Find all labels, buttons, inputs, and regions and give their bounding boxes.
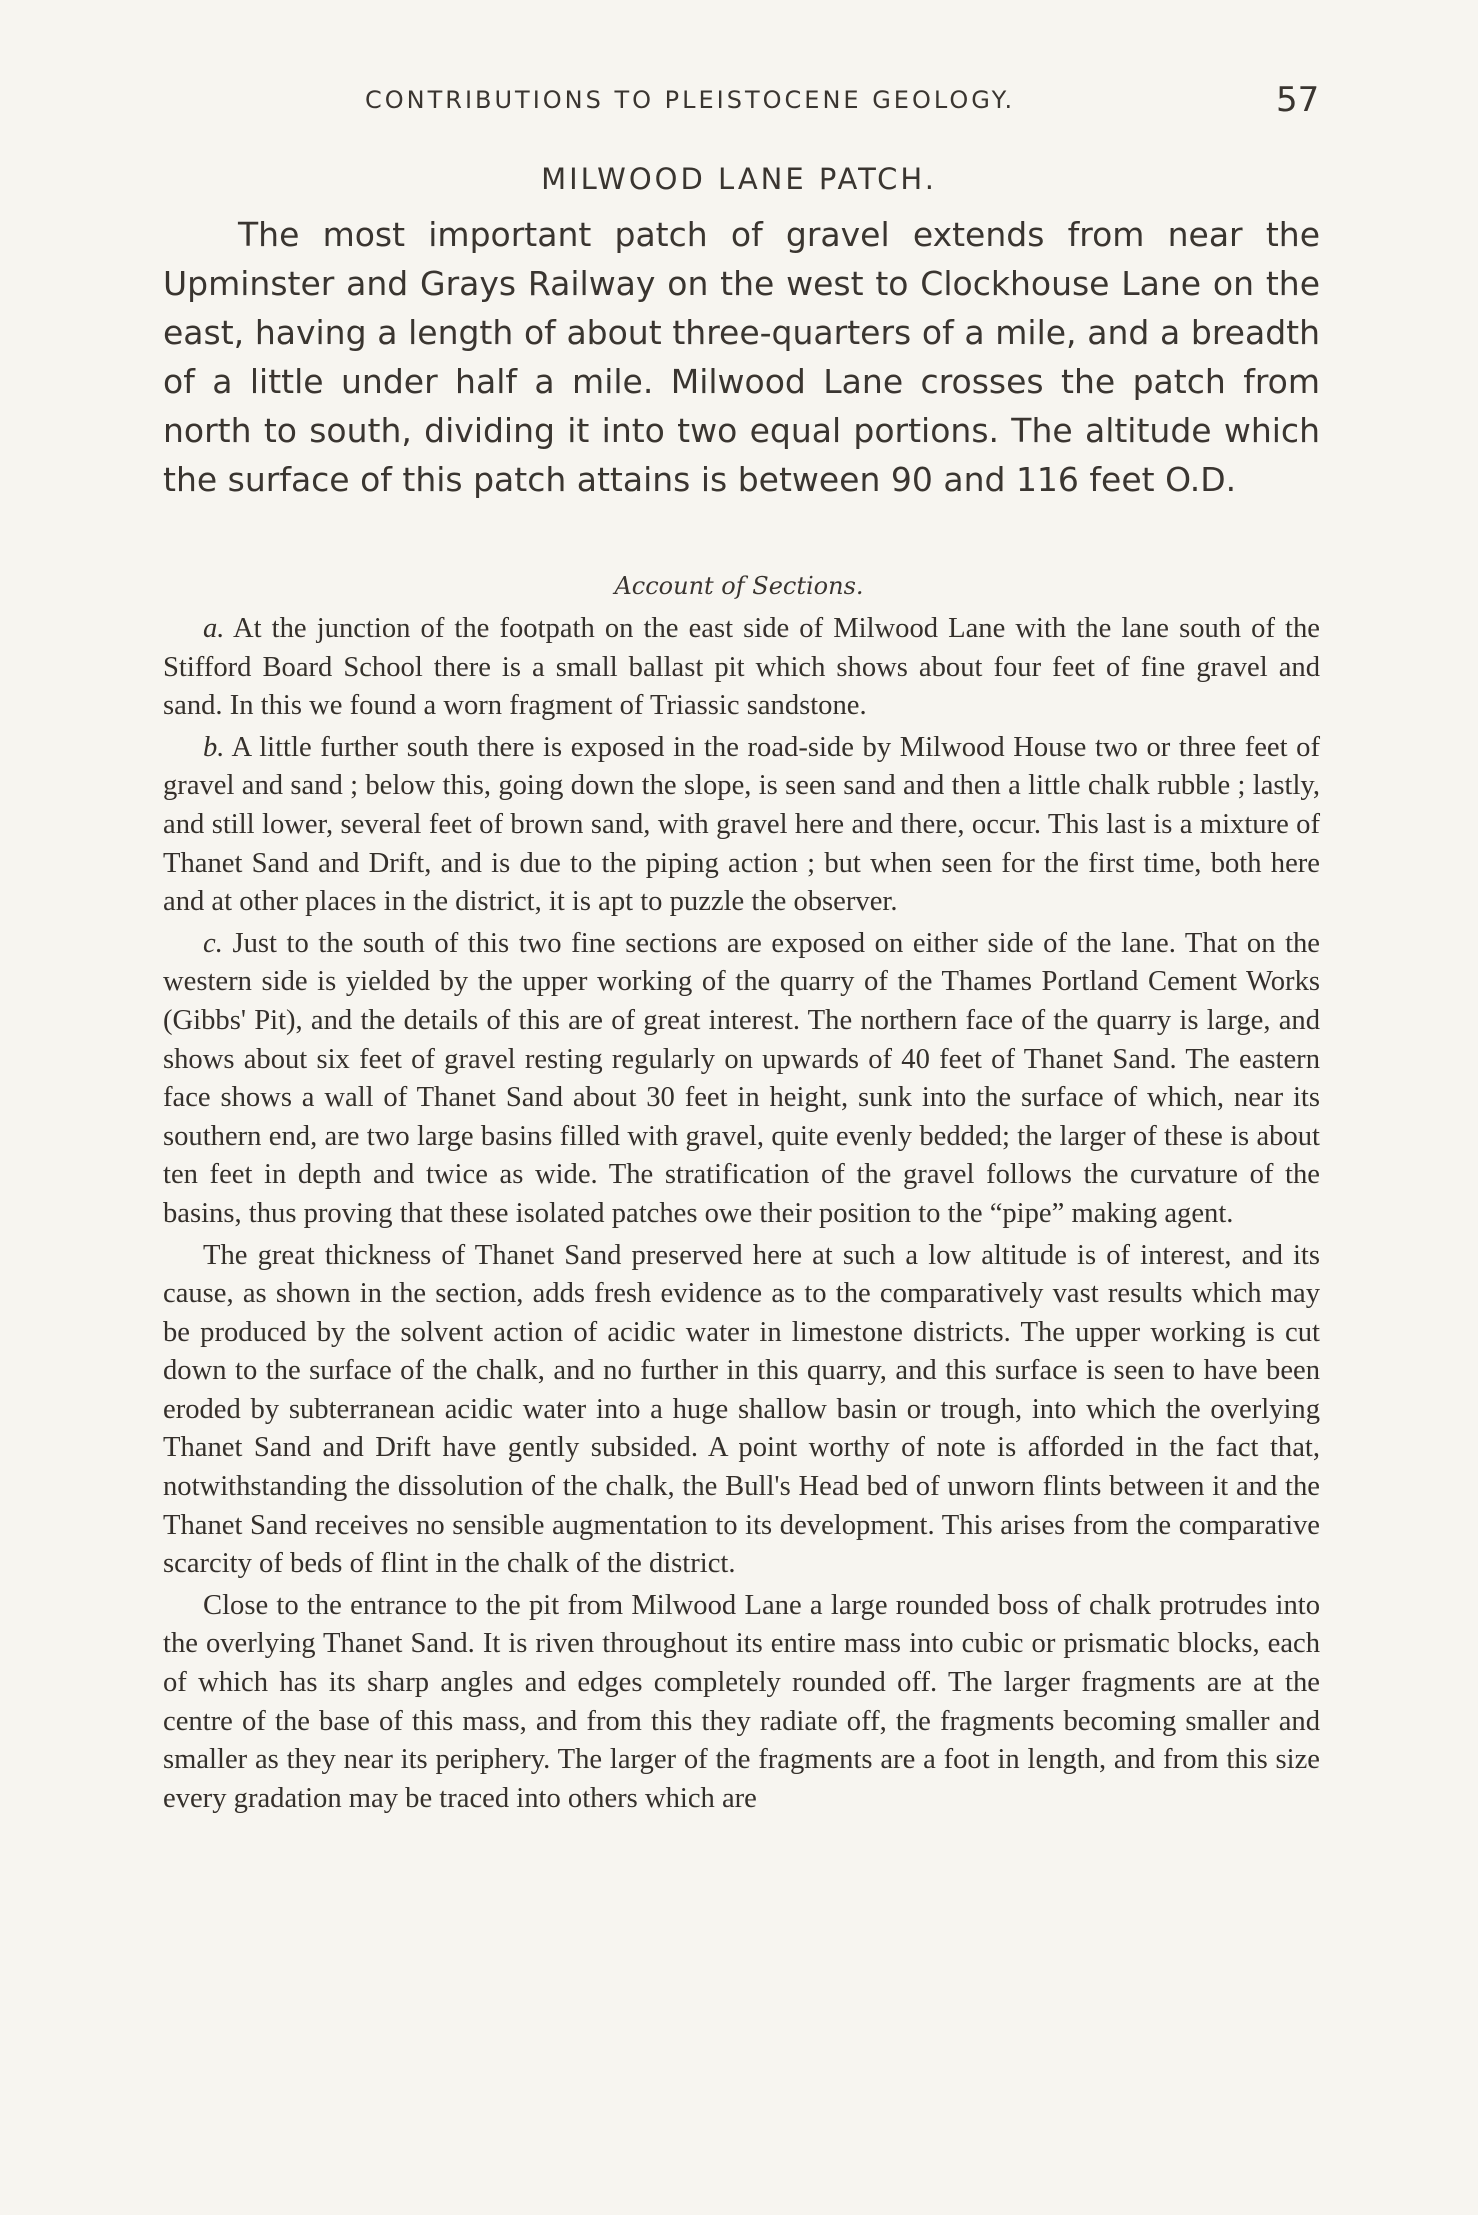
section-text: Just to the south of this two fine sections are exposed on either side of the lane. That on the western side is yielded by the upper working of the quarry of the Thames Portland Cement Works (Gibbs' Pit), and the details of this are of great interest. The northern face of the quarry is large, and shows about six feet of gravel resting regularly on upwards of 40 feet of Thanet Sand. The eastern face shows a wall of Thanet Sand about 30 feet in height, sunk into the surface of which, near its southern end, are two large basins filled with gravel, quite evenly bedded; the larger of these is about ten feet in depth and twice as wide. The stratification of the gravel follows the curvature of the basins, thus proving that these isolated patches owe their position to the “pipe” making agent. (163, 927, 1321, 1229)
section-a (163, 610, 1320, 726)
section-text: A little further south there is exposed in the road-side by Milwood House two or three feet of gravel and sand ; below this, going down the slope, is seen sand and then a little chalk rubble ; lastly, and still lower, several feet of brown sand, with gravel here and there, occur. This last is a mixture of Thanet Sand and Drift, and is due to the piping action ; but when seen for the first time, both here and at other places in the district, it is apt to puzzle the observer. (163, 731, 1320, 918)
page-number: 57 (1276, 80, 1320, 120)
body-paragraph: The great thickness of Thanet Sand preserved here at such a low altitude is of interest, and its cause, as shown in the section, adds fresh evidence as to the comparatively vast results which may be produced by the solvent action of acidic water in limestone districts. The upper working is cut down to the surface of the chalk, and no further in this quarry, and this surface is seen to have been eroded by subterranean acidic water into a huge shallow basin or trough, into which the overlying Thanet Sand and Drift have gently subsided. A point worthy of note is afforded in the fact that, notwithstanding the dissolution of the chalk, the Bull's Head bed of unworn flints between it and the Thanet Sand receives no sensible augmentation to its development. This arises from the comparative scarcity of beds of flint in the chalk of the district. (163, 1239, 1320, 1580)
subheading: Account of Sections. (614, 572, 864, 600)
section-c (163, 925, 1320, 1234)
body-paragraph: Close to the entrance to the pit from Milwood Lane a large rounded boss of chalk protrudes into the overlying Thanet Sand. It is riven throughout its entire mass into cubic or prismatic blocks, each of which has its sharp angles and edges completely rounded off. The larger fragments are at the centre of the base of this mass, and from this they radiate off, the fragments becoming smaller and smaller as they near its periphery. The larger of the fragments are a foot in length, and from this size every gradation may be traced into others which are (163, 1589, 1320, 1814)
body-text (163, 610, 1320, 1818)
section-label: a. (203, 613, 225, 644)
running-title: CONTRIBUTIONS TO PLEISTOCENE GEOLOGY. (365, 86, 1016, 114)
section-label: b. (203, 731, 225, 763)
section-b (163, 729, 1320, 922)
section-heading: MILWOOD LANE PATCH. (541, 162, 937, 196)
section-text: At the junction of the footpath on the east side of Milwood Lane with the lane south of the Stifford Board School there is a small ballast pit which shows about four feet of fine gravel and sand. In this we found a worn fragment of Triassic sandstone. (163, 613, 1320, 722)
section-label: c. (203, 927, 223, 959)
intro-paragraph: The most important patch of gravel extends from near the Upminster and Grays Railway on the west to Clockhouse Lane on the east, having a length of about three-quarters of a mile, and a breadth of a little under half a mile. Milwood Lane crosses the patch from north to south, dividing it into two equal portions. The altitude which the surface of this patch attains is between 90 and 116 feet O.D. (163, 215, 1320, 499)
